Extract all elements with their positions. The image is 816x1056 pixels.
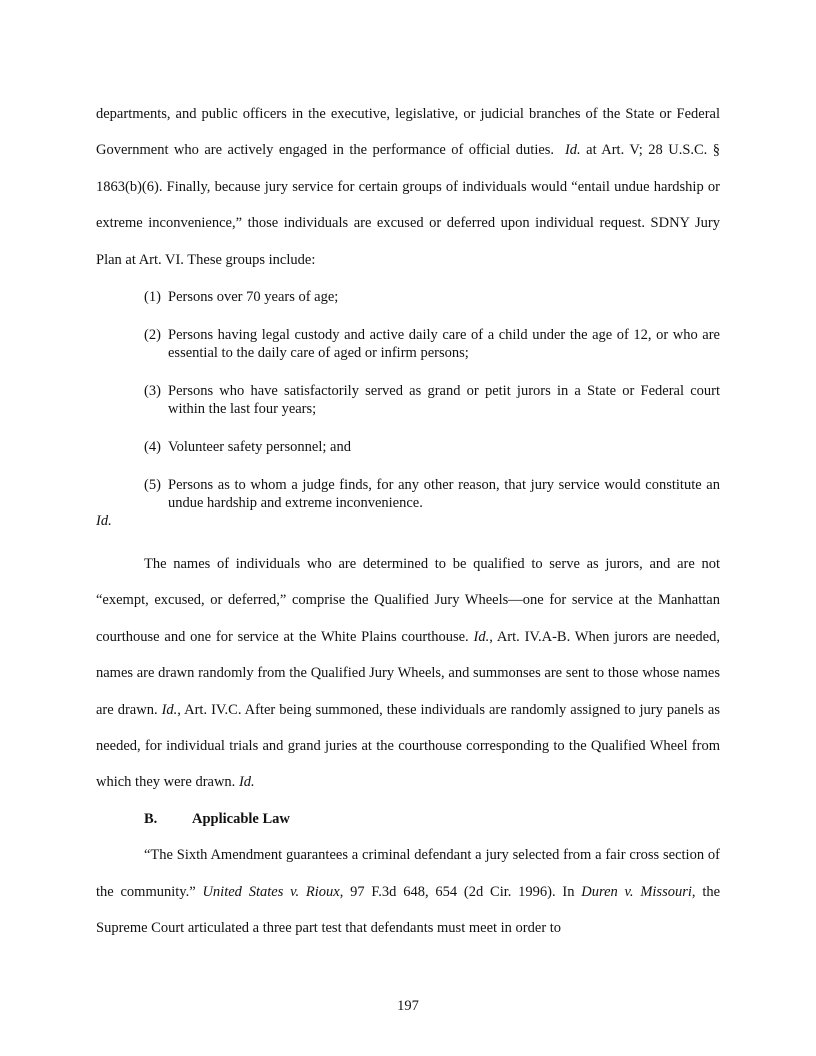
id-citation: Id. xyxy=(564,142,581,159)
list-item: (5) Persons as to whom a judge finds, for any other reason, that jury service would constitute an undue hardship and extreme inconvenience. xyxy=(144,477,720,512)
id-citation-after-list: Id. xyxy=(96,513,112,530)
document-page xyxy=(96,96,720,947)
excused-groups-list xyxy=(144,288,720,512)
paragraph-qualified-jury-wheels: The names of individuals who are determined to be qualified to serve as jurors, and are not “exempt, excused, or deferred,” comprise the Qualified Jury Wheels—one for service at the Manhattan courthouse and one for service at the White Plains courthouse. Id., Art. IV.A-B. When jurors are needed, names are drawn randomly from the Qualified Jury Wheels, and summonses are sent to those whose names are drawn. Id., Art. IV.C. After being summoned, these individuals are randomly assigned to jury panels as needed, for individual trials and grand juries at the courthouse corresponding to the Qualified Wheel from which they were drawn. Id. xyxy=(96,556,720,791)
section-letter: B. xyxy=(144,810,158,827)
id-citation: Id. xyxy=(238,774,255,791)
id-citation: Id. xyxy=(473,628,490,645)
list-item: (3) Persons who have satisfactorily served as grand or petit jurors in a State or Federal court within the last four years; xyxy=(144,383,720,418)
case-name: United States v. Rioux xyxy=(202,883,340,900)
list-item: (1) Persons over 70 years of age; xyxy=(144,289,339,306)
id-citation: Id. xyxy=(161,701,178,718)
case-name: Duren v. Missouri xyxy=(581,883,692,900)
section-title: Applicable Law xyxy=(192,810,290,827)
section-heading xyxy=(144,801,720,837)
paragraph-exemptions: departments, and public officers in the executive, legislative, or judicial branches of the State or Federal Government who are actively engaged in the performance of official duties. Id. at Art. V; 28 U.S.C. § 1863(b)(6). Finally, because jury service for certain groups of individuals would “entail undue hardship or extreme inconvenience,” those individuals are excused or deferred upon individual request. SDNY Jury Plan at Art. VI. These groups include: xyxy=(96,106,721,268)
paragraph-applicable-law: “The Sixth Amendment guarantees a criminal defendant a jury selected from a fair cross section of the community.” United States v. Rioux, 97 F.3d 648, 654 (2d Cir. 1996). In Duren v. Missouri, the Supreme Court articulated a three part test that defendants must meet in order to xyxy=(96,847,721,937)
list-item: (4) Volunteer safety personnel; and xyxy=(144,439,351,456)
list-item: (2) Persons having legal custody and active daily care of a child under the age of 12, or who are essential to the daily care of aged or infirm persons; xyxy=(144,327,720,362)
page-number: 197 xyxy=(397,998,419,1014)
